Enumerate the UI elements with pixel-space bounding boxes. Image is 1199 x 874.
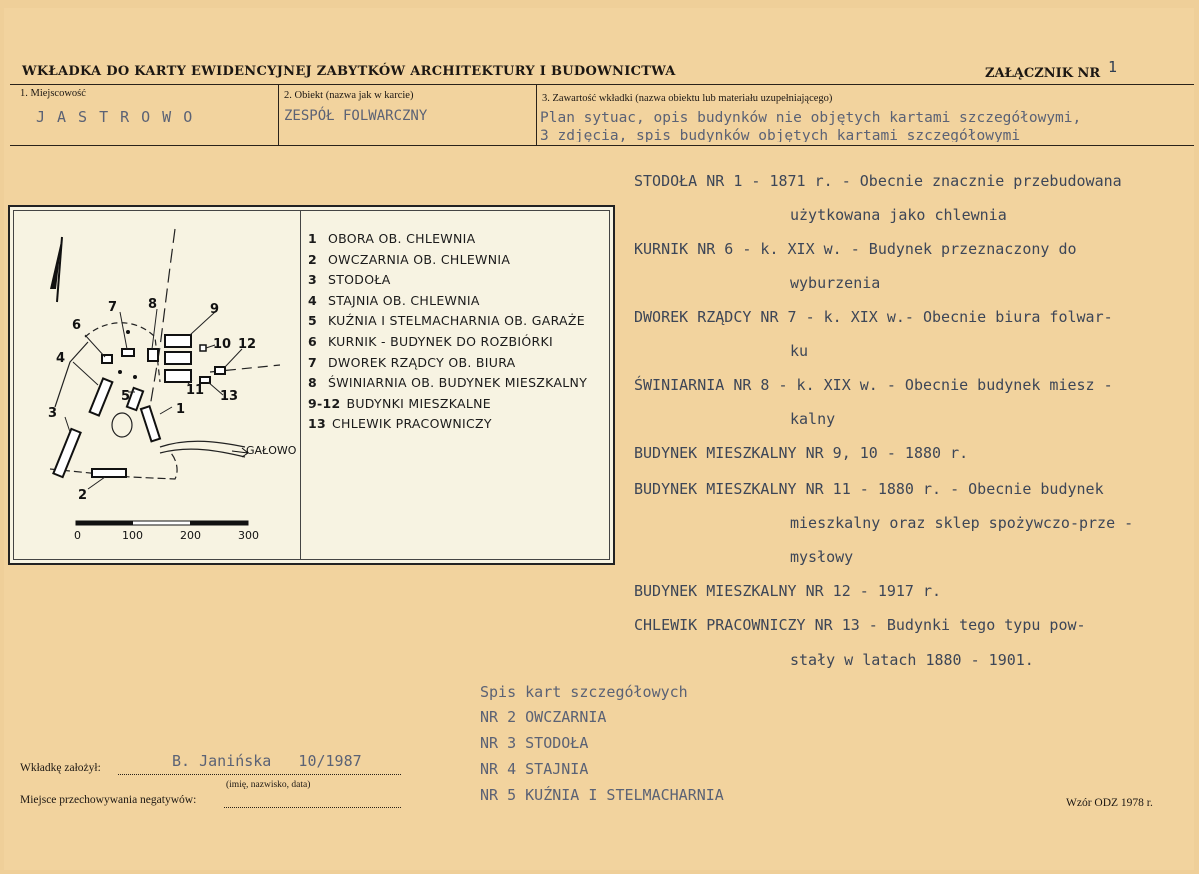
description-4-line-1: ŚWINIARNIA NR 8 - k. XIX w. - Obecnie budynek miesz - bbox=[634, 376, 1113, 394]
locality-value: JASTROWO bbox=[36, 108, 205, 126]
description-6-line-2: mieszkalny oraz sklep spożywczo-prze - bbox=[790, 514, 1134, 532]
leader-lines bbox=[65, 309, 242, 489]
legend-item: 2 OWCZARNIA OB. CHLEWNIA bbox=[308, 251, 511, 267]
north-arrow-icon bbox=[50, 237, 62, 302]
scale-tick-0: 0 bbox=[74, 529, 81, 542]
scale-tick-200: 200 bbox=[180, 529, 201, 542]
description-1-line-1: STODOŁA NR 1 - 1871 r. - Obecnie znacznie przebudowana bbox=[634, 172, 1122, 190]
building-1 bbox=[141, 406, 160, 441]
building-3 bbox=[53, 429, 80, 477]
cards-list-item: NR 5 KUŹNIA I STELMACHARNIA bbox=[480, 786, 724, 804]
map-label-2: 2 bbox=[78, 488, 88, 503]
plan-divider bbox=[300, 210, 301, 560]
map-label-1: 1 bbox=[176, 402, 186, 417]
description-3-line-1: DWOREK RZĄDCY NR 7 - k. XIX w.- Obecnie biura folwar- bbox=[634, 308, 1113, 326]
annex-label: ZAŁĄCZNIK NR bbox=[985, 66, 1101, 81]
description-5-line-1: BUDYNEK MIESZKALNY NR 9, 10 - 1880 r. bbox=[634, 444, 969, 462]
map-label-4: 4 bbox=[56, 351, 66, 366]
map-label-10: 10 bbox=[213, 337, 232, 352]
fields-bottom-divider bbox=[10, 145, 1194, 146]
tree bbox=[133, 375, 137, 379]
plan-legend bbox=[308, 229, 587, 435]
scale-bar bbox=[76, 521, 248, 525]
site-map bbox=[10, 207, 300, 561]
road-label: GAŁOWO bbox=[246, 444, 297, 457]
map-label-3: 3 bbox=[48, 406, 58, 421]
field-divider-1 bbox=[278, 85, 279, 145]
founded-line bbox=[118, 774, 401, 775]
building-9b bbox=[165, 352, 191, 364]
description-6-line-3: mysłowy bbox=[790, 548, 854, 566]
legend-item: 3 STODOŁA bbox=[308, 272, 391, 288]
contents-line-2: 3 zdjęcia, spis budynków objętych kartami szczegółowymi bbox=[540, 128, 1021, 142]
road-line bbox=[160, 441, 245, 447]
object-value: ZESPÓŁ FOLWARCZNY bbox=[284, 108, 428, 124]
cards-list-item: NR 4 STAJNIA bbox=[480, 760, 589, 778]
annex-number: 1 bbox=[1108, 58, 1118, 76]
building-8 bbox=[148, 349, 158, 361]
map-label-9: 9 bbox=[210, 302, 220, 317]
header-divider bbox=[10, 84, 1194, 85]
description-1-line-2: użytkowana jako chlewnia bbox=[790, 206, 1007, 224]
map-label-12: 12 bbox=[238, 337, 257, 352]
legend-item: 13 CHLEWIK PRACOWNICZY bbox=[308, 416, 492, 432]
tree bbox=[126, 330, 130, 334]
description-4-line-2: kalny bbox=[790, 410, 836, 428]
legend-item: 6 KURNIK - BUDYNEK DO ROZBIÓRKI bbox=[308, 333, 554, 349]
description-2-line-1: KURNIK NR 6 - k. XIX w. - Budynek przeznaczony do bbox=[634, 240, 1077, 258]
cards-list-item: NR 3 STODOŁA bbox=[480, 734, 589, 752]
description-7-line-1: BUDYNEK MIESZKALNY NR 12 - 1917 r. bbox=[634, 582, 942, 600]
tree bbox=[118, 370, 122, 374]
cards-list-item: NR 2 OWCZARNIA bbox=[480, 708, 607, 726]
site-plan bbox=[8, 205, 615, 565]
legend-item: 5 KUŹNIA I STELMACHARNIA OB. GARAŻE bbox=[308, 313, 585, 329]
map-label-6: 6 bbox=[72, 318, 82, 333]
founded-note: (imię, nazwisko, data) bbox=[226, 780, 311, 790]
building-4 bbox=[90, 378, 113, 415]
object-label: 2. Obiekt (nazwa jak w karcie) bbox=[284, 90, 414, 101]
cards-list-title: Spis kart szczegółowych bbox=[480, 683, 688, 701]
pond bbox=[112, 413, 132, 437]
form-version: Wzór ODZ 1978 r. bbox=[1066, 797, 1153, 809]
map-label-8: 8 bbox=[148, 297, 158, 312]
building-11 bbox=[165, 370, 191, 382]
building-10 bbox=[200, 345, 206, 351]
description-3-line-2: ku bbox=[790, 342, 809, 360]
contents-label: 3. Zawartość wkładki (nazwa obiektu lub materiału uzupełniającego) bbox=[542, 93, 833, 104]
building-9a bbox=[165, 335, 191, 347]
map-label-11: 11 bbox=[186, 383, 205, 398]
scale-tick-300: 300 bbox=[238, 529, 259, 542]
legend-item: 8 ŚWINIARNIA OB. BUDYNEK MIESZKALNY bbox=[308, 375, 588, 391]
negatives-label: Miejsce przechowywania negatywów: bbox=[20, 794, 197, 806]
map-label-5: 5 bbox=[121, 389, 131, 404]
negatives-line bbox=[224, 807, 401, 808]
locality-label: 1. Miejscowość bbox=[20, 88, 86, 99]
description-6-line-1: BUDYNEK MIESZKALNY NR 11 - 1880 r. - Obecnie budynek bbox=[634, 480, 1104, 498]
building-2 bbox=[92, 469, 126, 477]
founded-value: B. Janińska 10/1987 bbox=[172, 752, 362, 770]
description-2-line-2: wyburzenia bbox=[790, 274, 881, 292]
building-12 bbox=[215, 367, 225, 374]
contents-line-1: Plan sytuac, opis budynków nie objętych kartami szczegółowymi, bbox=[540, 110, 1082, 126]
legend-item: 1 OBORA OB. CHLEWNIA bbox=[308, 231, 476, 246]
legend-item: 7 DWOREK RZĄDCY OB. BIURA bbox=[308, 354, 516, 370]
scale-tick-100: 100 bbox=[122, 529, 143, 542]
field-divider-2 bbox=[536, 85, 537, 145]
building-7 bbox=[122, 349, 134, 356]
description-8-line-2: stały w latach 1880 - 1901. bbox=[790, 651, 1034, 669]
map-label-7: 7 bbox=[108, 300, 118, 315]
legend-item: 4 STAJNIA OB. CHLEWNIA bbox=[308, 292, 480, 308]
map-label-13: 13 bbox=[220, 389, 239, 404]
description-8-line-1: CHLEWIK PRACOWNICZY NR 13 - Budynki tego typu pow- bbox=[634, 616, 1086, 634]
legend-item: 9-12 BUDYNKI MIESZKALNE bbox=[308, 395, 492, 411]
founded-label: Wkładkę założył: bbox=[20, 762, 101, 774]
card-title: WKŁADKA DO KARTY EWIDENCYJNEJ ZABYTKÓW ARCHITEKTURY I BUDOWNICTWA bbox=[22, 64, 676, 79]
building-6 bbox=[102, 355, 112, 363]
